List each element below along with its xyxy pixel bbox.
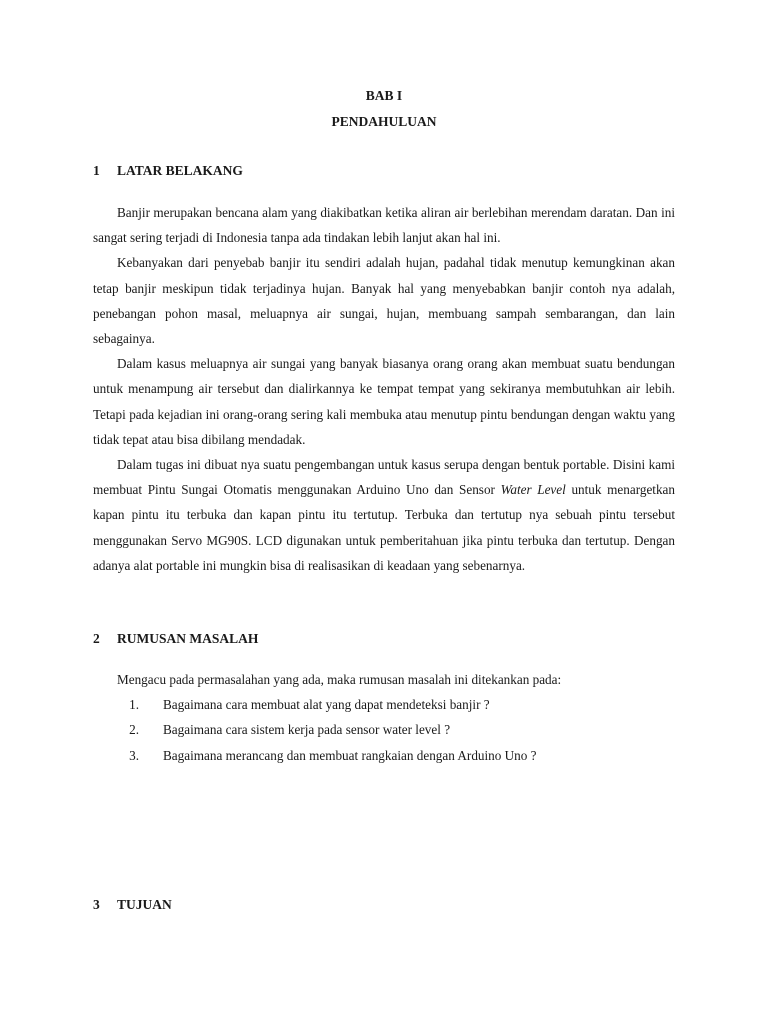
section-heading-tujuan — [93, 897, 172, 913]
chapter-title: PENDAHULUAN — [331, 114, 437, 129]
section-number: 1 — [93, 163, 100, 178]
list-item — [117, 743, 537, 768]
latar-belakang-body — [93, 200, 675, 578]
list-text: Bagaimana merancang dan membuat rangkaian dengan Arduino Uno ? — [163, 747, 537, 763]
chapter-number: BAB I — [365, 88, 403, 103]
paragraph: Kebanyakan dari penyebab banjir itu sendiri adalah hujan, padahal tidak menutup kemungkinan akan tetap banjir meskipun tidak terjadinya hujan. Banyak hal yang menyebabkan banjir contoh nya adalah, penebangan pohon masal, meluapnya air sungai, hujan, membuang sampah sembarangan, dan lain sebagainya. — [93, 255, 675, 347]
paragraph-text: untuk menargetkan kapan pintu itu terbuka dan kapan pintu itu tertutup. Terbuka dan tertutup nya sebuah pintu tersebut menggunakan Servo MG90S. LCD digunakan untuk pemberitahuan jika pintu terbuka dan tertutup. Dengan adanya alat portable ini mungkin bisa di realisasikan di keadaan yang sebenarnya. — [93, 482, 676, 573]
section-title: RUMUSAN MASALAH — [117, 631, 259, 646]
italic-term: Water Level — [500, 482, 566, 498]
list-number: 3. — [129, 747, 139, 763]
paragraph — [93, 452, 675, 578]
list-item — [117, 692, 537, 717]
section-number: 3 — [93, 897, 100, 912]
list-number: 1. — [129, 697, 139, 712]
list-item — [117, 717, 537, 742]
paragraph: Banjir merupakan bencana alam yang diakibatkan ketika aliran air berlebihan merendam daratan. Dan ini sangat sering terjadi di Indonesia tanpa ada tindakan lebih lanjut akan hal ini. — [93, 205, 675, 246]
list-number: 2. — [129, 722, 139, 738]
list-text: Bagaimana cara sistem kerja pada sensor water level ? — [163, 722, 451, 738]
section-title: TUJUAN — [117, 897, 172, 912]
rumusan-intro: Mengacu pada permasalahan yang ada, maka rumusan masalah ini ditekankan pada: — [117, 672, 562, 687]
section-heading-rumusan-masalah — [93, 631, 258, 647]
list-text: Bagaimana cara membuat alat yang dapat mendeteksi banjir ? — [163, 697, 490, 712]
rumusan-list — [117, 692, 537, 768]
paragraph: Dalam kasus meluapnya air sungai yang banyak biasanya orang orang akan membuat suatu bendungan untuk menampung air tersebut dan dialirkannya ke tempat tempat yang sekiranya membutuhkan air lebih. Tetapi pada kejadian ini orang-orang sering kali membuka atau menutup pintu bendungan dengan waktu yang tidak tepat atau bisa dibilang mendadak. — [93, 356, 675, 447]
section-heading-latar-belakang — [93, 163, 243, 179]
section-number: 2 — [93, 631, 100, 646]
section-title: LATAR BELAKANG — [117, 163, 243, 178]
paragraph-text: Dalam tugas ini dibuat nya suatu pengembangan untuk kasus serupa dengan bentuk portable. Disini kami membuat Pintu Sungai Otomatis menggunakan Arduino Uno dan Sensor — [93, 457, 675, 498]
